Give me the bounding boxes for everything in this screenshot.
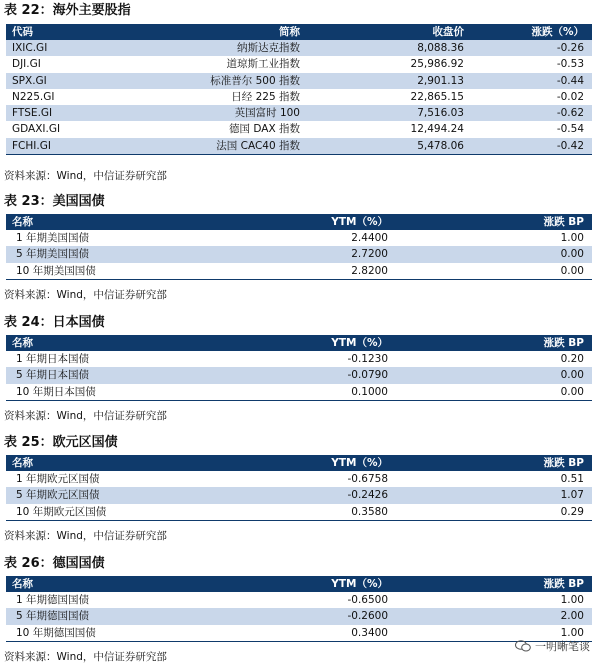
germany-bond-table <box>6 576 592 642</box>
cell-close: 12,494.24 <box>410 123 464 136</box>
cell-name: 1 年期欧元区国债 <box>16 473 100 485</box>
cell-name: 1 年期德国国债 <box>16 594 90 606</box>
table-row <box>6 73 592 89</box>
cell-change-bp: 1.00 <box>560 594 584 606</box>
cell-name: 10 年期美国国债 <box>16 264 96 277</box>
cell-change-bp: 0.29 <box>560 505 584 518</box>
table-row <box>6 504 592 521</box>
cell-code: IXIC.GI <box>12 42 48 54</box>
table-row <box>6 608 592 624</box>
cell-close: 25,986.92 <box>410 58 464 71</box>
cell-name: 10 年期日本国债 <box>16 385 96 398</box>
header-name: 名称 <box>12 337 33 349</box>
table-row <box>6 230 592 246</box>
cell-change: -0.44 <box>556 74 584 87</box>
table-caption: 表 25：欧元区国债 <box>4 435 118 450</box>
stock-index-table <box>6 24 592 155</box>
header-ytm: YTM（%） <box>331 216 388 228</box>
source-note: 资料来源：Wind，中信证券研究部 <box>4 170 167 182</box>
cell-ytm: 0.3580 <box>351 505 388 518</box>
cell-change: -0.53 <box>556 58 584 71</box>
cell-name: 法国 CAC40 指数 <box>216 139 300 152</box>
source-note: 资料来源：Wind，中信证券研究部 <box>4 410 167 422</box>
cell-code: GDAXI.GI <box>12 123 61 136</box>
header-name: 名称 <box>12 457 33 469</box>
cell-change: -0.42 <box>556 139 584 152</box>
table-header-row <box>6 576 592 592</box>
cell-name: 10 年期欧元区国债 <box>16 505 107 518</box>
table-row <box>6 56 592 72</box>
cell-code: FCHI.GI <box>12 139 51 152</box>
table-header-row <box>6 335 592 351</box>
header-name: 名称 <box>12 578 33 590</box>
table-row <box>6 121 592 137</box>
cell-change-bp: 0.51 <box>560 473 584 485</box>
cell-close: 8,088.36 <box>417 42 464 54</box>
cell-ytm: 2.7200 <box>351 248 388 261</box>
header-change-bp: 涨跌 BP <box>543 457 584 469</box>
cell-change: -0.26 <box>556 42 584 54</box>
cell-name: 1 年期日本国债 <box>16 353 90 365</box>
table-row <box>6 89 592 105</box>
cell-close: 5,478.06 <box>417 139 464 152</box>
table-row <box>6 625 592 642</box>
table-row <box>6 471 592 487</box>
table-header-row <box>6 214 592 230</box>
cell-name: 5 年期欧元区国债 <box>16 489 100 502</box>
cell-change-bp: 1.00 <box>560 626 584 639</box>
cell-name: 5 年期美国国债 <box>16 248 90 261</box>
header-change-bp: 涨跌 BP <box>543 578 584 590</box>
header-change-bp: 涨跌 BP <box>543 216 584 228</box>
cell-name: 5 年期日本国债 <box>16 369 90 382</box>
cell-ytm: 0.3400 <box>351 626 388 639</box>
table-row <box>6 487 592 503</box>
cell-change-bp: 0.00 <box>560 385 584 398</box>
cell-close: 7,516.03 <box>417 107 464 120</box>
cell-close: 2,901.13 <box>417 74 464 87</box>
table-row <box>6 246 592 262</box>
header-name: 名称 <box>12 216 33 228</box>
cell-change-bp: 0.00 <box>560 264 584 277</box>
table-row <box>6 351 592 367</box>
header-change-bp: 涨跌 BP <box>543 337 584 349</box>
table-caption: 表 26：德国国债 <box>4 556 105 571</box>
header-ytm: YTM（%） <box>331 457 388 469</box>
source-note: 资料来源：Wind，中信证券研究部 <box>4 289 167 301</box>
table-row <box>6 384 592 401</box>
cell-change-bp: 2.00 <box>560 610 584 623</box>
cell-ytm: -0.6758 <box>347 473 388 485</box>
cell-close: 22,865.15 <box>410 90 464 103</box>
cell-ytm: 2.4400 <box>351 232 388 244</box>
table-row <box>6 105 592 121</box>
source-note: 资料来源：Wind，中信证券研究部 <box>4 530 167 542</box>
cell-ytm: 0.1000 <box>351 385 388 398</box>
cell-name: 1 年期美国国债 <box>16 232 90 244</box>
cell-code: FTSE.GI <box>12 107 53 120</box>
cell-change-bp: 0.00 <box>560 248 584 261</box>
cell-ytm: -0.2426 <box>347 489 388 502</box>
cell-name: 道琼斯工业指数 <box>226 58 300 71</box>
header-change: 涨跌（%） <box>531 26 584 38</box>
watermark-text: 一明晰笔谈 <box>535 640 590 653</box>
cell-change: -0.62 <box>556 107 584 120</box>
cell-name: 标准普尔 500 指数 <box>210 74 300 87</box>
cell-name: 英国富时 100 <box>234 107 300 120</box>
chat-bubble-icon <box>515 640 531 652</box>
header-ytm: YTM（%） <box>331 337 388 349</box>
cell-change-bp: 0.20 <box>560 353 584 365</box>
cell-change: -0.54 <box>556 123 584 136</box>
cell-change-bp: 1.00 <box>560 232 584 244</box>
us-treasury-table <box>6 214 592 280</box>
source-note: 资料来源：Wind，中信证券研究部 <box>4 651 167 663</box>
cell-code: SPX.GI <box>12 74 47 87</box>
cell-change: -0.02 <box>556 90 584 103</box>
table-caption: 表 22：海外主要股指 <box>4 3 131 18</box>
cell-name: 5 年期德国国债 <box>16 610 90 623</box>
cell-code: N225.GI <box>12 90 55 103</box>
cell-ytm: -0.1230 <box>347 353 388 365</box>
header-name: 简称 <box>279 26 300 38</box>
watermark <box>515 638 590 654</box>
cell-name: 德国 DAX 指数 <box>229 123 300 136</box>
cell-code: DJI.GI <box>12 58 41 71</box>
cell-ytm: 2.8200 <box>351 264 388 277</box>
cell-ytm: -0.6500 <box>347 594 388 606</box>
cell-name: 10 年期德国国债 <box>16 626 96 639</box>
eurozone-bond-table <box>6 455 592 521</box>
table-caption: 表 23：美国国债 <box>4 194 105 209</box>
table-row <box>6 367 592 383</box>
header-ytm: YTM（%） <box>331 578 388 590</box>
cell-change-bp: 0.00 <box>560 369 584 382</box>
cell-name: 日经 225 指数 <box>231 90 300 103</box>
table-header-row <box>6 24 592 40</box>
table-row <box>6 592 592 608</box>
cell-name: 纳斯达克指数 <box>237 42 300 54</box>
cell-change-bp: 1.07 <box>560 489 584 502</box>
table-row <box>6 138 592 155</box>
cell-ytm: -0.0790 <box>347 369 388 382</box>
table-caption: 表 24：日本国债 <box>4 315 105 330</box>
japan-bond-table <box>6 335 592 401</box>
table-header-row <box>6 455 592 471</box>
cell-ytm: -0.2600 <box>347 610 388 623</box>
table-row <box>6 263 592 280</box>
header-close: 收盘价 <box>432 26 464 38</box>
table-row <box>6 40 592 56</box>
header-code: 代码 <box>12 26 33 38</box>
